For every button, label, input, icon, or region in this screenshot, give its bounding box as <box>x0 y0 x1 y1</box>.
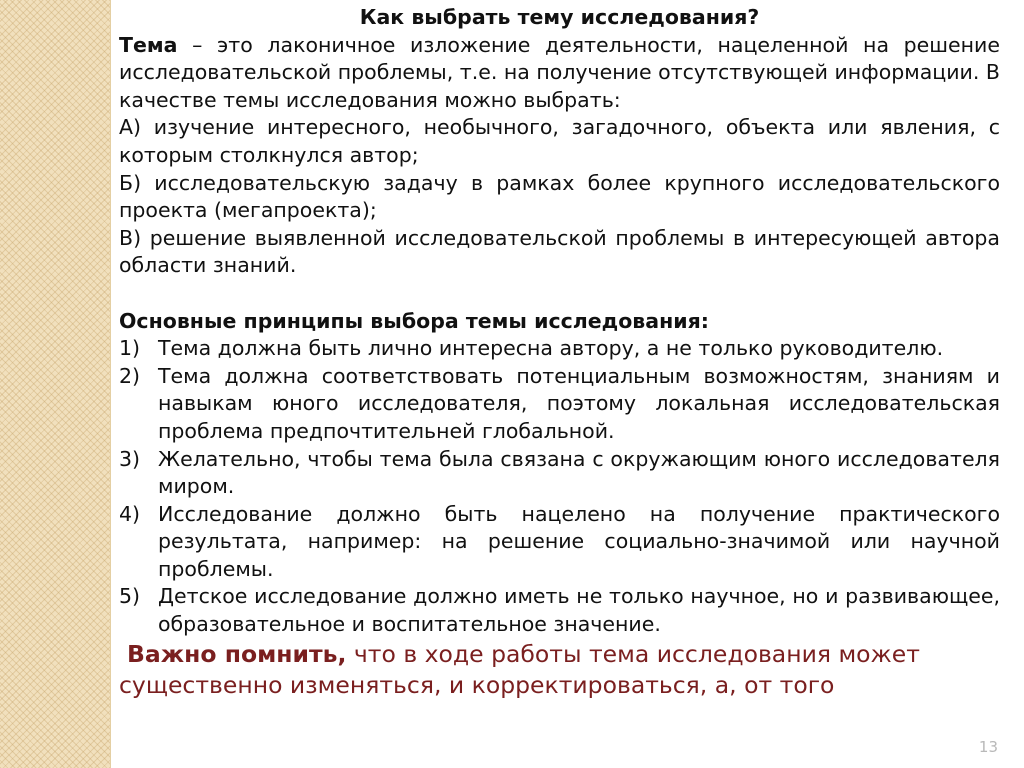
principles-list <box>119 335 1000 639</box>
decorative-side-strip <box>0 0 111 768</box>
principles-heading: Основные принципы выбора темы исследования: <box>119 308 709 333</box>
important-note <box>119 639 1000 701</box>
list-item-text: Желательно, чтобы тема была связана с окружающим юного исследователя миром. <box>158 446 1000 499</box>
slide-content <box>119 4 1000 701</box>
important-note-lead: Важно помнить, <box>127 639 347 668</box>
definition-text: – это лаконичное изложение деятельности, нацеленной на решение исследовательской проблемы, т.е. на получение отсутствующей информации. В качестве темы исследования можно выбрать: <box>119 32 1000 112</box>
list-item-number: 4) <box>119 501 141 526</box>
list-item <box>119 501 1000 584</box>
list-item-number: 3) <box>119 446 141 471</box>
important-note-text: что в ходе работы тема исследования может существенно изменяться, и корректироваться, а, от того <box>119 639 920 699</box>
list-item-number: 5) <box>119 584 141 609</box>
slide-title: Как выбрать тему исследования? <box>359 5 760 29</box>
list-item <box>119 446 1000 501</box>
definition-paragraph <box>119 32 1000 115</box>
list-item <box>119 335 1000 363</box>
list-item-text: Детское исследование должно иметь не только научное, но и развивающее, образовательное и воспитательное значение. <box>158 584 1000 637</box>
list-item-number: 2) <box>119 363 141 388</box>
option-item: А) изучение интересного, необычного, загадочного, объекта или явления, с которым столкнулся автор; <box>119 115 1000 167</box>
definition-term: Тема <box>119 32 178 57</box>
page-number: 13 <box>978 738 998 756</box>
option-item: Б) исследовательскую задачу в рамках более крупного исследовательского проекта (мегапроекта); <box>119 170 1000 223</box>
list-item-number: 1) <box>119 336 141 361</box>
list-item <box>119 363 1000 446</box>
list-item-text: Тема должна соответствовать потенциальным возможностям, знаниям и навыкам юного исследователя, поэтому локальная исследовательская проблема предпочтительней глобальной. <box>158 363 1000 443</box>
list-item-text: Исследование должно быть нацелено на получение практического результата, например: на решение социально-значимой или научной проблемы. <box>158 501 1000 581</box>
list-item <box>119 583 1000 638</box>
spacer <box>119 280 1000 308</box>
list-item-text: Тема должна быть лично интересна автору, а не только руководителю. <box>158 336 944 361</box>
option-item: В) решение выявленной исследовательской проблемы в интересующей автора области знаний. <box>119 225 1000 278</box>
